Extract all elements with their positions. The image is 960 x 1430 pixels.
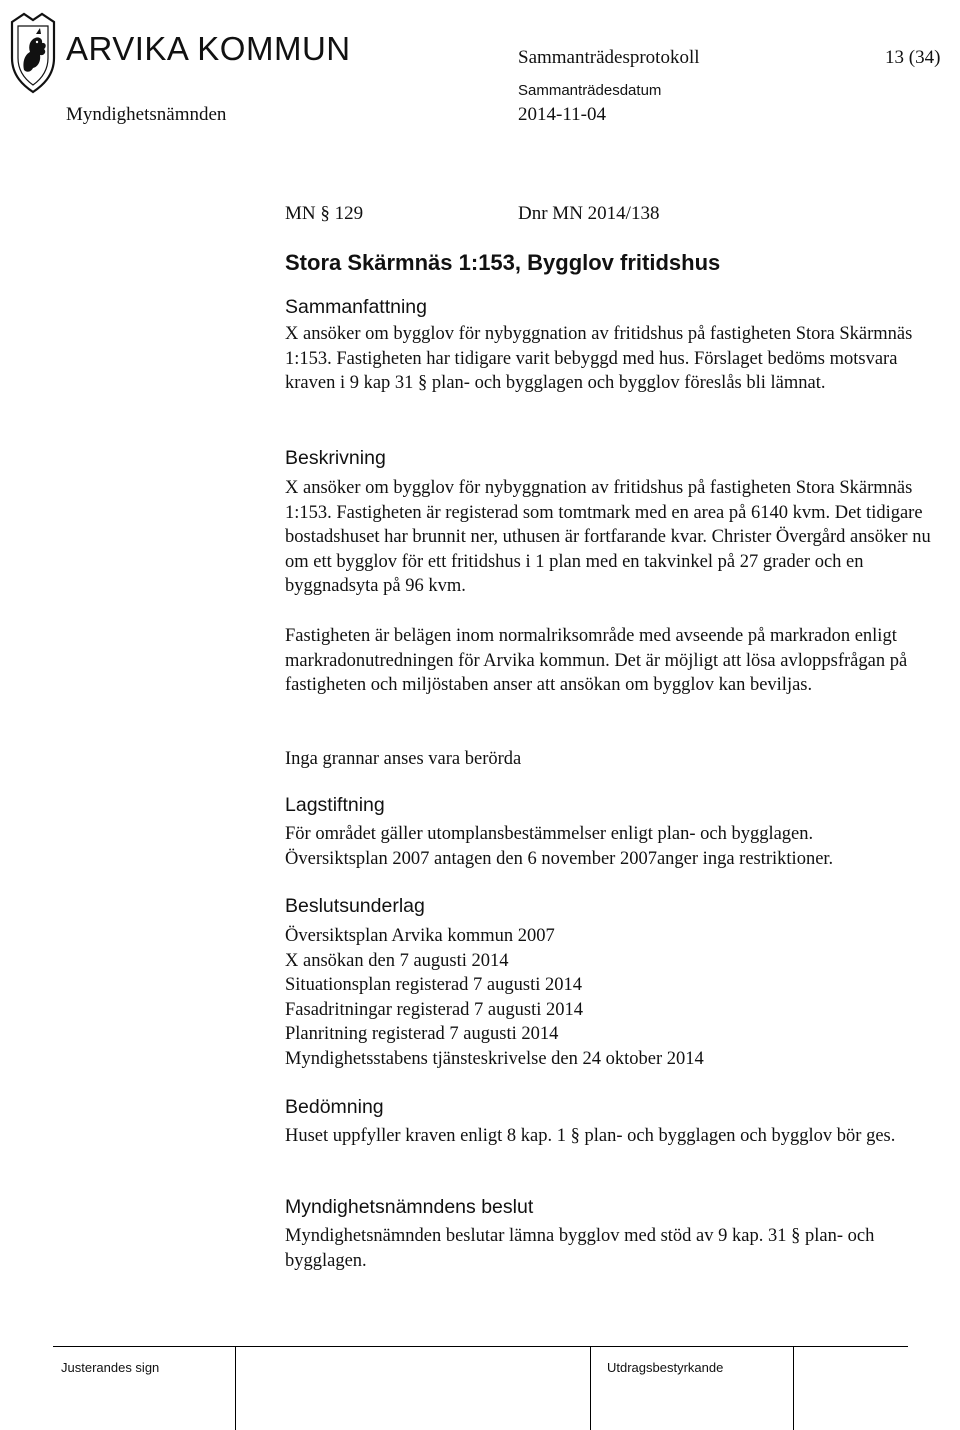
sammanfattning-heading: Sammanfattning (285, 296, 427, 318)
footer-divider-vertical (235, 1347, 236, 1430)
diary-number: Dnr MN 2014/138 (518, 203, 660, 224)
beslutsunderlag-item: Planritning registerad 7 augusti 2014 (285, 1024, 559, 1044)
beslutsunderlag-item: Situationsplan registerad 7 augusti 2014 (285, 975, 582, 995)
beskrivning-paragraph-1: X ansöker om bygglov för nybyggnation av fritidshus på fastigheten Stora Skärmnäs 1:153. Fastigheten är registerad som tomtmark med en area på 6140 kvm. Det tidigare bostadshuset har brunnit ner, uthusen är fortfarande kvar. Christer Övergård ansöker nu om ett bygglov för ett fritidshus i 1 plan med en takvinkel på 27 grader och en byggnadsyta på 96 kvm. (285, 478, 931, 596)
beskrivning-text-3 (285, 747, 945, 772)
meeting-date: 2014-11-04 (518, 104, 606, 125)
page-number: 13 (34) (885, 47, 941, 68)
beslut-heading: Myndighetsnämndens beslut (285, 1196, 534, 1218)
utdragsbestyrkande-label: Utdragsbestyrkande (607, 1360, 724, 1375)
arvika-coat-of-arms-icon (6, 12, 60, 94)
footer-divider (53, 1346, 908, 1347)
beskrivning-text-2 (285, 624, 945, 698)
beskrivning-text (285, 476, 945, 599)
organization-name: ARVIKA KOMMUN (66, 30, 351, 67)
footer-divider-vertical (793, 1347, 794, 1430)
footer-divider-vertical (590, 1347, 591, 1430)
lagstiftning-heading: Lagstiftning (285, 794, 385, 816)
lagstiftning-line-2: Översiktsplan 2007 antagen den 6 november 2007anger inga restriktioner. (285, 848, 834, 869)
justerandes-sign-label: Justerandes sign (61, 1360, 160, 1375)
sammanfattning-paragraph: X ansöker om bygglov för nybyggnation av fritidshus på fastigheten Stora Skärmnäs 1:153. Fastigheten har tidigare varit bebyggd med hus. Förslaget bedöms motsvara kraven i 9 kap 31 § plan- och bygglagen och bygglov föreslås bli lämnat. (285, 324, 913, 393)
lagstiftning-text (285, 822, 945, 871)
beskrivning-paragraph-2: Fastigheten är belägen inom normalriksområde med avseende på markradon enligt markradonutredningen för Arvika kommun. Det är möjligt att lösa avloppsfrågan på fastigheten och miljöstaben anser att ansökan om bygglov kan beviljas. (285, 626, 908, 695)
lagstiftning-line-1: För området gäller utomplansbestämmelser enligt plan- och bygglagen. (285, 824, 814, 844)
bedomning-paragraph: Huset uppfyller kraven enligt 8 kap. 1 § plan- och bygglagen och bygglov bör ges. (285, 1126, 896, 1146)
board-name: Myndighetsnämnden (66, 104, 227, 125)
beskrivning-heading: Beskrivning (285, 447, 386, 469)
sammanfattning-text (285, 322, 945, 396)
beslutsunderlag-heading: Beslutsunderlag (285, 895, 425, 917)
case-title: Stora Skärmnäs 1:153, Bygglov fritidshus (285, 250, 721, 275)
beslut-text (285, 1224, 945, 1273)
beslutsunderlag-item: Fasadritningar registerad 7 augusti 2014 (285, 999, 583, 1020)
meeting-date-label: Sammanträdesdatum (518, 82, 662, 99)
beslutsunderlag-item: Myndighetsstabens tjänsteskrivelse den 24 oktober 2014 (285, 1048, 704, 1069)
bedomning-heading: Bedömning (285, 1096, 384, 1118)
beslutsunderlag-list (285, 924, 945, 1071)
case-number: MN § 129 (285, 203, 364, 224)
beslut-paragraph: Myndighetsnämnden beslutar lämna bygglov med stöd av 9 kap. 31 § plan- och bygglagen. (285, 1226, 875, 1271)
beslutsunderlag-item: Översiktsplan Arvika kommun 2007 (285, 926, 555, 946)
beslutsunderlag-item: X ansökan den 7 augusti 2014 (285, 950, 509, 971)
bedomning-text (285, 1124, 945, 1149)
beskrivning-paragraph-3: Inga grannar anses vara berörda (285, 749, 522, 769)
document-type: Sammanträdesprotokoll (518, 47, 700, 68)
